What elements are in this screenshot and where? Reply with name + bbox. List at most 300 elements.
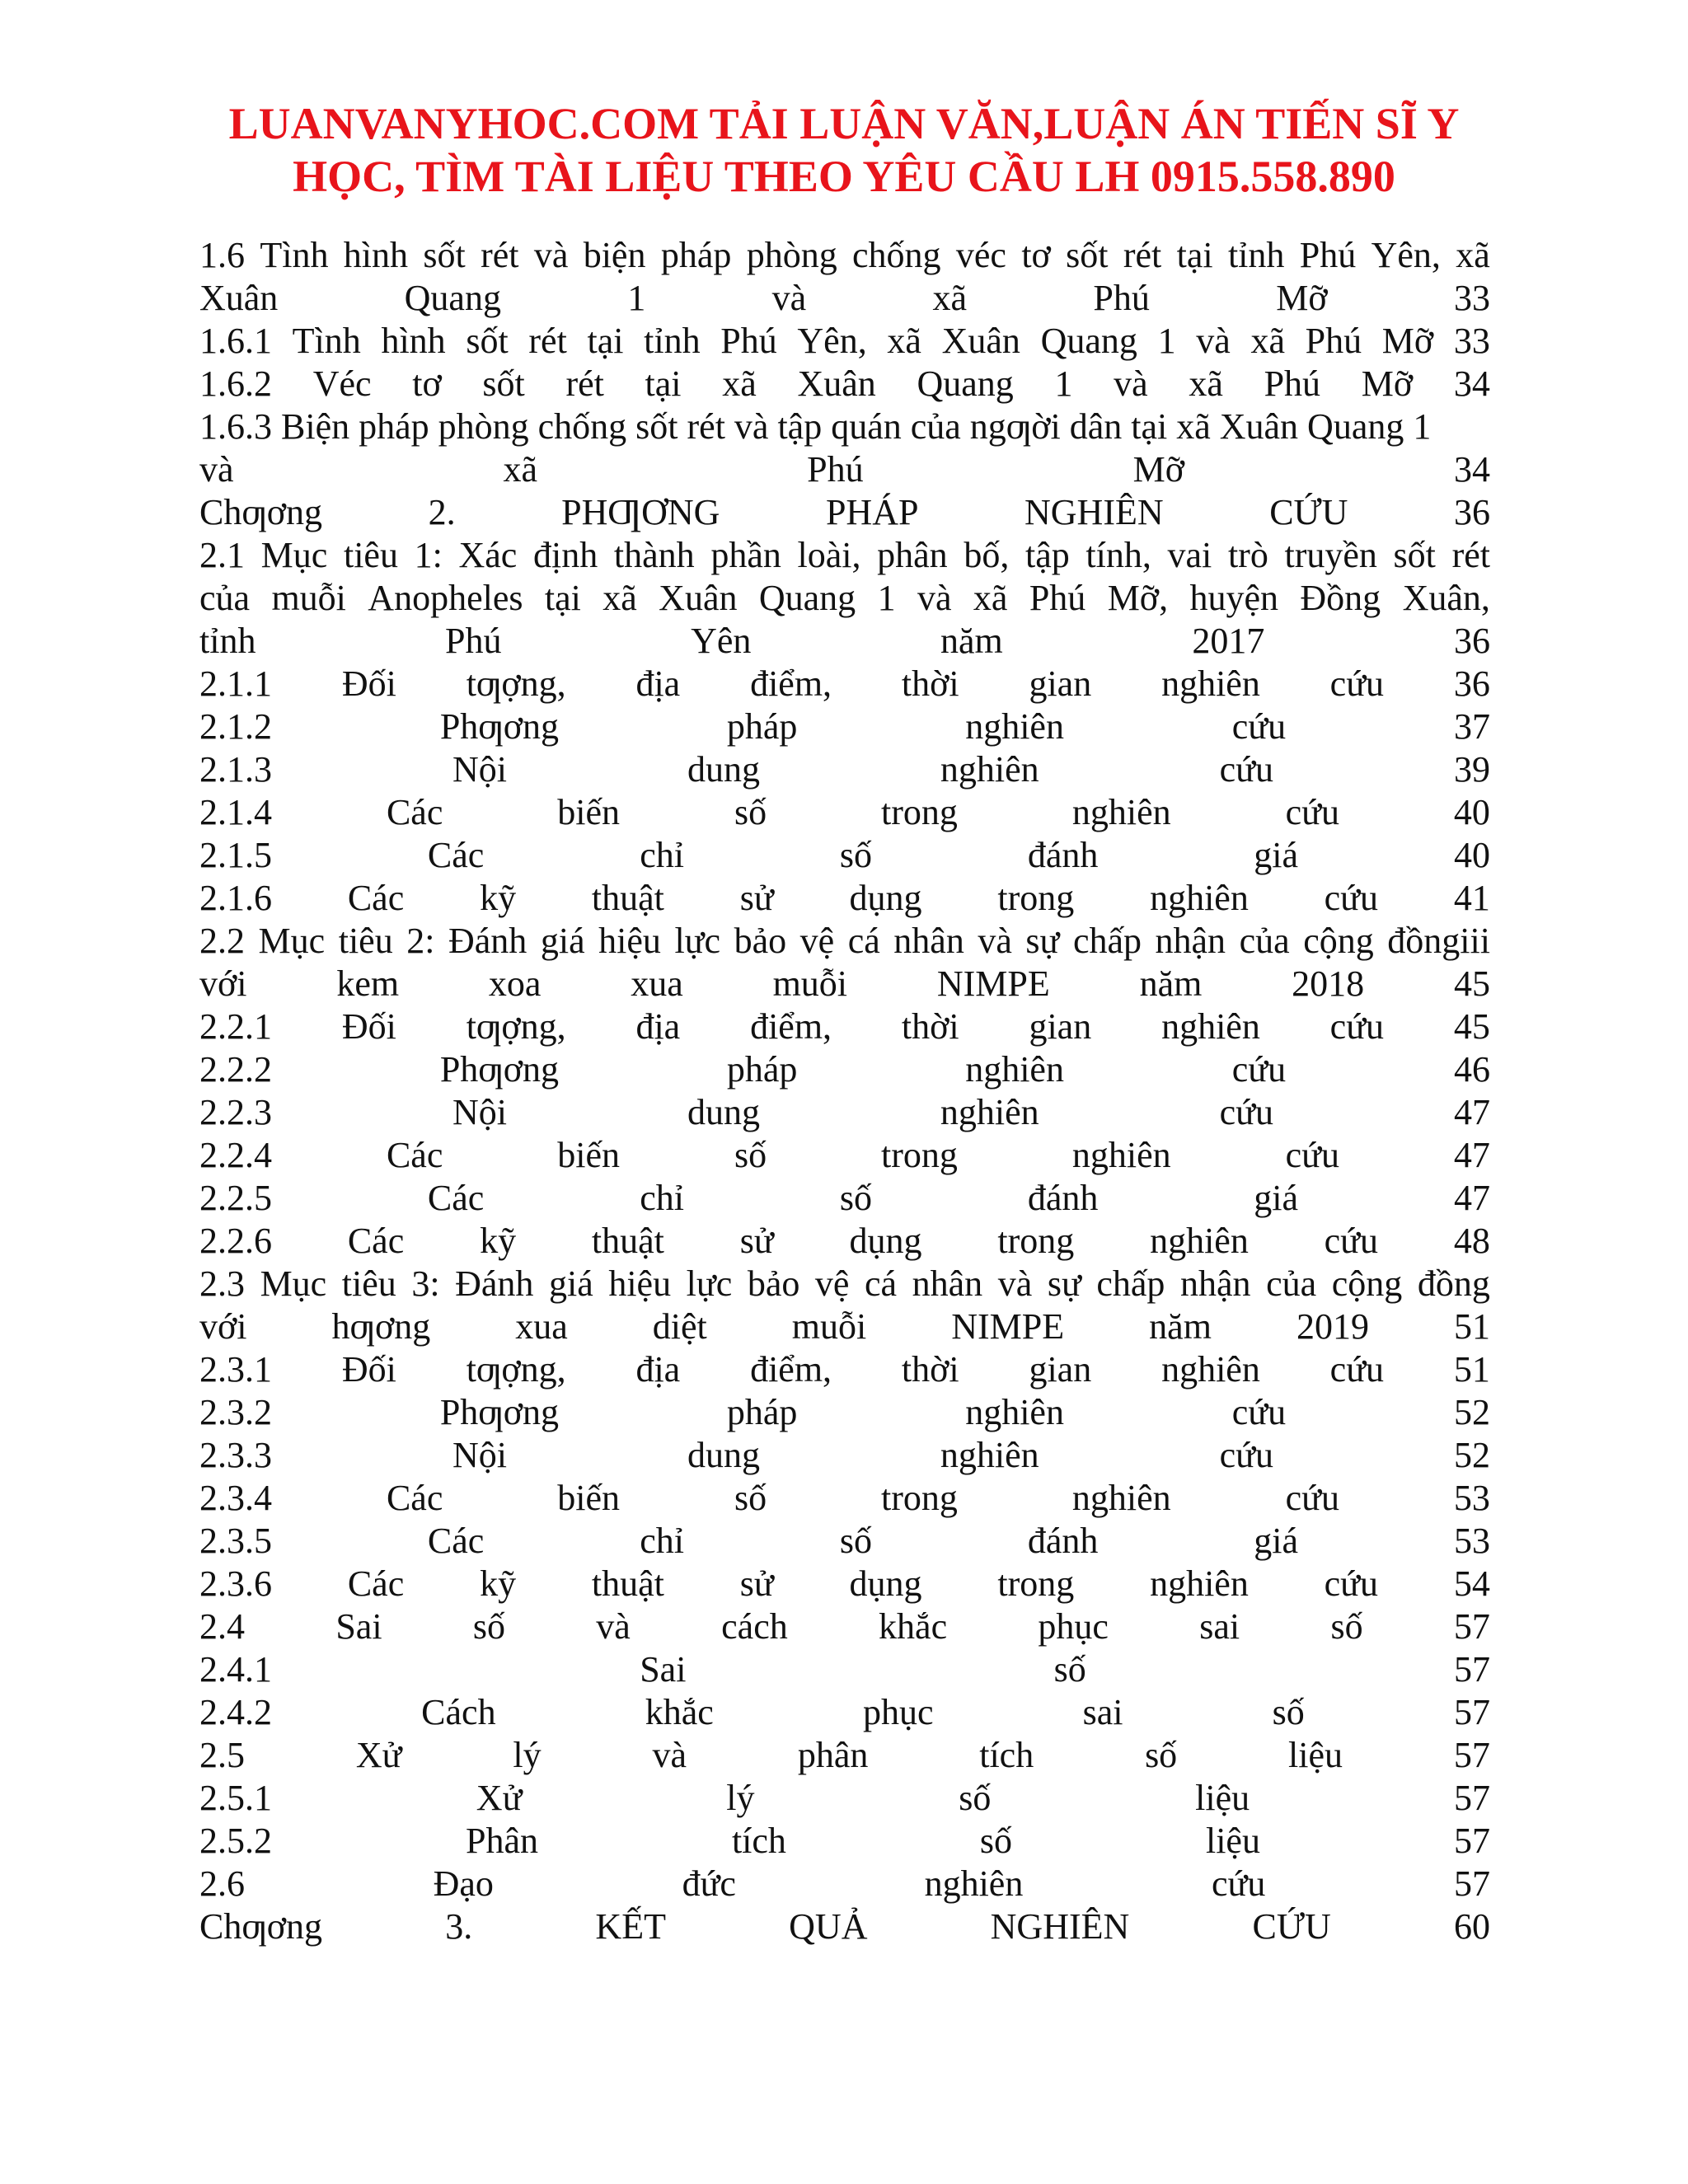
toc-word: Mỡ xyxy=(1132,449,1184,490)
toc-word: Mục xyxy=(260,1263,327,1304)
toc-word: 53 xyxy=(1453,1478,1490,1518)
toc-word: thời xyxy=(901,1006,959,1047)
toc-word: đánh xyxy=(1027,1521,1099,1561)
toc-line xyxy=(199,1005,1490,1048)
toc-word: 2.4.1 xyxy=(199,1649,272,1690)
toc-word: 2.1 xyxy=(199,535,245,575)
toc-word: 2.2.3 xyxy=(199,1092,272,1132)
toc-word: 40 xyxy=(1453,835,1490,875)
toc-word: tiêu xyxy=(341,1263,396,1304)
toc-word: cứu xyxy=(1329,1006,1385,1047)
toc-word: xã xyxy=(887,321,921,361)
toc-word: kỹ xyxy=(480,878,517,918)
toc-word: muỗi xyxy=(791,1306,867,1347)
toc-word: số xyxy=(839,1178,872,1218)
toc-word: 57 xyxy=(1453,1606,1490,1647)
toc-line xyxy=(199,1434,1490,1477)
toc-word: tỉnh xyxy=(199,621,256,661)
toc-word: Tình xyxy=(292,321,361,361)
toc-word: Xuân, xyxy=(1402,578,1490,618)
toc-word: phục xyxy=(862,1692,934,1732)
toc-word: pháp xyxy=(726,706,798,747)
toc-line xyxy=(199,363,1490,405)
toc-line xyxy=(199,1220,1490,1263)
toc-word: nghiên xyxy=(924,1863,1024,1904)
toc-line xyxy=(199,748,1490,791)
toc-word: nghiên xyxy=(965,706,1064,747)
toc-word: 1: xyxy=(414,535,443,575)
toc-word: NGHIÊN xyxy=(1025,492,1164,532)
toc-word: Anopheles xyxy=(368,578,523,618)
toc-word: xoa xyxy=(488,963,542,1004)
toc-word: Phú xyxy=(1093,278,1150,318)
toc-word: tơ xyxy=(1021,235,1051,275)
toc-word: và xyxy=(978,921,1012,961)
toc-word: sốt xyxy=(423,235,466,275)
toc-word: số xyxy=(472,1606,505,1647)
toc-word: 2.5.1 xyxy=(199,1778,272,1818)
toc-line xyxy=(199,1691,1490,1734)
toc-word: số xyxy=(839,1521,872,1561)
toc-line xyxy=(199,963,1490,1005)
toc-word: năm xyxy=(1149,1306,1212,1347)
site-header xyxy=(132,97,1556,203)
toc-word: Tình xyxy=(260,235,329,275)
toc-word: 2.1.3 xyxy=(199,749,272,790)
toc-word: Yên, xyxy=(1371,235,1441,275)
toc-word: lý xyxy=(513,1735,542,1775)
toc-word: cứu xyxy=(1231,1049,1287,1090)
toc-word: 52 xyxy=(1454,1392,1490,1432)
toc-word: nghiên xyxy=(1150,1563,1249,1604)
toc-word: Các xyxy=(386,1135,443,1175)
toc-word: Phú xyxy=(1264,363,1321,404)
toc-word: tích xyxy=(731,1821,786,1861)
toc-word: 33 xyxy=(1453,321,1490,361)
toc-word: liệu xyxy=(1288,1735,1343,1775)
toc-word: và xyxy=(596,1606,631,1647)
toc-word: Phân xyxy=(465,1821,538,1861)
toc-word: và xyxy=(997,1263,1033,1304)
toc-word: Mỡ xyxy=(1276,278,1328,318)
toc-word: dung xyxy=(687,1435,760,1475)
toc-word: nghiên xyxy=(965,1049,1064,1090)
toc-word: định xyxy=(533,535,598,575)
toc-word: giá xyxy=(1254,1178,1299,1218)
toc-word: Các xyxy=(427,1178,485,1218)
toc-word: 2019 xyxy=(1296,1306,1369,1347)
toc-word: số xyxy=(1272,1692,1305,1732)
toc-word: QUẢ xyxy=(789,1906,868,1947)
toc-word: truyền xyxy=(1284,535,1377,575)
toc-word: và xyxy=(917,578,952,618)
toc-word: chấp xyxy=(1096,1263,1165,1304)
toc-word: 34 xyxy=(1453,363,1490,404)
toc-word: 36 xyxy=(1453,663,1490,704)
toc-word: 2.2 xyxy=(199,921,245,961)
toc-line xyxy=(199,1648,1490,1691)
toc-word: 51 xyxy=(1453,1306,1490,1347)
toc-line xyxy=(199,320,1490,363)
toc-word: sốt xyxy=(482,363,525,404)
toc-word: Phú xyxy=(807,449,864,490)
toc-word: tiêu xyxy=(343,535,398,575)
toc-word: Quang xyxy=(758,578,856,618)
toc-word: Phú xyxy=(1299,235,1357,275)
toc-word: muỗi xyxy=(271,578,346,618)
toc-word: với xyxy=(199,963,247,1004)
toc-word: cứu xyxy=(1219,749,1274,790)
toc-word: Quang xyxy=(404,278,501,318)
toc-word: 1.6.1 xyxy=(199,321,272,361)
toc-word: Đánh xyxy=(448,921,528,961)
toc-word: tỉnh xyxy=(1227,235,1285,275)
toc-word: 2.3.1 xyxy=(199,1349,272,1390)
toc-word: Quang xyxy=(917,363,1014,404)
toc-line xyxy=(199,920,1490,963)
toc-word: dung xyxy=(687,1092,760,1132)
toc-word: 52 xyxy=(1454,1435,1490,1475)
toc-word: tại xyxy=(544,578,581,618)
toc-word: 1 xyxy=(1054,363,1073,404)
toc-word: dụng xyxy=(849,1221,922,1261)
toc-word: của xyxy=(1239,921,1290,961)
toc-word: tƣợng, xyxy=(466,1006,566,1047)
toc-word: nhân xyxy=(912,1263,983,1304)
toc-word: cộng xyxy=(1303,921,1374,961)
toc-word: 37 xyxy=(1454,706,1490,747)
toc-word: biến xyxy=(557,1135,621,1175)
toc-line xyxy=(199,1177,1490,1220)
toc-word: 2.2.5 xyxy=(199,1178,272,1218)
toc-word: 48 xyxy=(1453,1221,1490,1261)
toc-word: xua xyxy=(515,1306,568,1347)
toc-word: Sai xyxy=(640,1649,687,1690)
toc-line xyxy=(199,448,1490,491)
toc-word: 57 xyxy=(1453,1692,1490,1732)
toc-word: sai xyxy=(1199,1606,1240,1647)
toc-word: 2.2.4 xyxy=(199,1135,272,1175)
toc-word: cộng xyxy=(1331,1263,1403,1304)
toc-word: diệt xyxy=(652,1306,707,1347)
toc-line xyxy=(199,877,1490,920)
toc-word: cá xyxy=(865,1263,898,1304)
toc-word: thuật xyxy=(591,1563,664,1604)
toc-word: sốt xyxy=(1393,535,1436,575)
toc-word: 57 xyxy=(1453,1821,1490,1861)
toc-word: bố, xyxy=(964,535,1010,575)
toc-word: tại xyxy=(587,321,624,361)
toc-word: liệu xyxy=(1195,1778,1250,1818)
toc-word: số xyxy=(734,1135,767,1175)
toc-word: xã xyxy=(932,278,968,318)
toc-word: chỉ xyxy=(640,835,684,875)
toc-word: 2.1.4 xyxy=(199,792,272,832)
toc-word: 57 xyxy=(1453,1863,1490,1904)
toc-word: 46 xyxy=(1454,1049,1490,1090)
toc-word: tại xyxy=(1176,235,1213,275)
toc-word: 1 xyxy=(627,278,646,318)
toc-word: và xyxy=(652,1735,687,1775)
toc-word: cứu xyxy=(1219,1092,1274,1132)
toc-word: sử xyxy=(739,878,774,918)
toc-word: đánh xyxy=(1027,1178,1099,1218)
toc-word: cứu xyxy=(1219,1435,1274,1475)
toc-word: tiêu xyxy=(338,921,393,961)
toc-line xyxy=(199,1391,1490,1434)
toc-word: NIMPE xyxy=(951,1306,1065,1347)
toc-word: Phú xyxy=(1029,578,1086,618)
toc-word: thuật xyxy=(591,1221,664,1261)
toc-word: xã xyxy=(503,449,538,490)
toc-word: thành xyxy=(613,535,695,575)
toc-line xyxy=(199,834,1490,877)
toc-word: chỉ xyxy=(640,1521,684,1561)
toc-word: 2018 xyxy=(1292,963,1365,1004)
toc-word: đồngiii xyxy=(1387,921,1490,961)
toc-word: 2.6 xyxy=(199,1863,245,1904)
toc-word: CỨU xyxy=(1269,492,1348,532)
toc-word: phục xyxy=(1038,1606,1109,1647)
toc-word: 33 xyxy=(1453,278,1490,318)
toc-word: hiệu xyxy=(598,921,661,961)
toc-word: 1 xyxy=(1157,321,1176,361)
toc-word: và xyxy=(533,235,569,275)
toc-word: hƣơng xyxy=(331,1306,431,1347)
toc-word: phân xyxy=(797,1735,869,1775)
toc-word: và xyxy=(1196,321,1231,361)
toc-word: Đối xyxy=(341,1006,396,1047)
toc-line: 1.6.3 Biện pháp phòng chống sốt rét và tập quán của ngƣời dân tại xã Xuân Quang 1 xyxy=(199,406,1432,447)
toc-word: Đồng xyxy=(1300,578,1381,618)
toc-word: Cách xyxy=(421,1692,496,1732)
toc-word: liệu xyxy=(1205,1821,1260,1861)
toc-word: nghiên xyxy=(1150,878,1249,918)
toc-word: NIMPE xyxy=(936,963,1050,1004)
toc-word: vệ xyxy=(814,1263,850,1304)
toc-word: Các xyxy=(386,1478,443,1518)
toc-word: thời xyxy=(901,1349,959,1390)
toc-word: địa xyxy=(635,1006,681,1047)
toc-line xyxy=(199,791,1490,834)
toc-word: năm xyxy=(940,621,1003,661)
toc-word: lý xyxy=(726,1778,755,1818)
toc-word: Phú xyxy=(1305,321,1362,361)
toc-word: sự xyxy=(1047,1263,1081,1304)
toc-word: Mỡ, xyxy=(1107,578,1169,618)
toc-word: dung xyxy=(687,749,760,790)
toc-word: nghiên xyxy=(1161,1006,1260,1047)
toc-word: số xyxy=(1053,1649,1086,1690)
toc-word: rét xyxy=(528,321,567,361)
toc-word: 2.3.3 xyxy=(199,1435,272,1475)
toc-word: địa xyxy=(635,1349,681,1390)
toc-word: tại xyxy=(645,363,682,404)
toc-word: 2.5.2 xyxy=(199,1821,272,1861)
toc-word: Xử xyxy=(355,1735,402,1775)
toc-word: Mục xyxy=(260,535,328,575)
toc-word: NGHIÊN xyxy=(990,1906,1130,1947)
toc-word: 1 xyxy=(877,578,896,618)
toc-line xyxy=(199,1305,1490,1348)
toc-word: Phƣơng xyxy=(439,706,559,747)
toc-word: 34 xyxy=(1454,449,1490,490)
toc-line xyxy=(199,1734,1490,1777)
toc-word: xua xyxy=(631,963,683,1004)
toc-word: gian xyxy=(1029,1006,1092,1047)
toc-line xyxy=(199,234,1490,277)
toc-word: 45 xyxy=(1453,963,1490,1004)
toc-word: 45 xyxy=(1453,1006,1490,1047)
toc-word: Các xyxy=(427,835,485,875)
toc-word: 3. xyxy=(445,1906,473,1947)
toc-word: vai xyxy=(1167,535,1212,575)
toc-word: giá xyxy=(1254,835,1299,875)
toc-word: huyện xyxy=(1189,578,1278,618)
toc-word: cứu xyxy=(1329,663,1385,704)
toc-word: 51 xyxy=(1453,1349,1490,1390)
toc-word: 54 xyxy=(1453,1563,1490,1604)
toc-word: trò xyxy=(1227,535,1268,575)
toc-word: điểm, xyxy=(750,663,832,704)
toc-word: và xyxy=(199,449,234,490)
header-line-2: HỌC, TÌM TÀI LIỆU THEO YÊU CẦU LH 0915.558.890 xyxy=(293,152,1395,201)
toc-line xyxy=(199,1263,1490,1305)
toc-word: Sai xyxy=(335,1606,382,1647)
toc-word: 2.1.5 xyxy=(199,835,272,875)
toc-word: gian xyxy=(1029,663,1092,704)
toc-word: đánh xyxy=(1027,835,1099,875)
toc-word: Chƣơng xyxy=(199,1906,323,1947)
toc-word: rét xyxy=(1451,535,1490,575)
toc-line xyxy=(199,705,1490,748)
toc-word: nghiên xyxy=(1150,1221,1249,1261)
toc-word: Nội xyxy=(452,1092,507,1132)
toc-word: đức xyxy=(682,1863,736,1904)
toc-line xyxy=(199,277,1490,320)
toc-word: kỹ xyxy=(480,1221,517,1261)
toc-word: cứu xyxy=(1285,792,1339,832)
toc-word: sai xyxy=(1082,1692,1123,1732)
toc-word: 47 xyxy=(1453,1178,1490,1218)
toc-line xyxy=(199,1048,1490,1091)
toc-word: tỉnh xyxy=(644,321,701,361)
toc-word: nghiên xyxy=(940,749,1039,790)
toc-word: trong xyxy=(881,1135,958,1175)
toc-word: 2.3.4 xyxy=(199,1478,272,1518)
toc-word: hình xyxy=(381,321,446,361)
toc-word: KẾT xyxy=(595,1906,666,1947)
toc-word: Yên, xyxy=(797,321,867,361)
toc-word: 41 xyxy=(1453,878,1490,918)
toc-word: loài, xyxy=(797,535,861,575)
toc-line xyxy=(199,1820,1490,1863)
toc-word: thời xyxy=(901,663,959,704)
toc-word: 36 xyxy=(1454,492,1490,532)
toc-word: Mỡ xyxy=(1361,363,1414,404)
toc-word: xã xyxy=(1189,363,1223,404)
toc-word: 57 xyxy=(1453,1649,1490,1690)
toc-word: tính, xyxy=(1085,535,1151,575)
toc-line xyxy=(199,663,1490,705)
toc-word: rét xyxy=(481,235,519,275)
toc-word: trong xyxy=(997,878,1075,918)
toc-word: giá xyxy=(549,1263,593,1304)
toc-word: bảo xyxy=(747,1263,800,1304)
toc-line xyxy=(199,491,1490,534)
toc-word: của xyxy=(199,578,251,618)
toc-word: pháp xyxy=(726,1049,798,1090)
toc-word: nghiên xyxy=(965,1392,1064,1432)
toc-line xyxy=(199,577,1490,620)
toc-word: 2.5 xyxy=(199,1735,245,1775)
toc-word: khắc xyxy=(645,1692,714,1732)
toc-word: khắc xyxy=(879,1606,948,1647)
toc-word: với xyxy=(199,1306,247,1347)
toc-word: Mục xyxy=(258,921,326,961)
toc-line xyxy=(199,620,1490,663)
toc-word: 36 xyxy=(1453,621,1490,661)
toc-word: rét xyxy=(565,363,604,404)
toc-word: Đối xyxy=(341,1349,396,1390)
toc-word: kỹ xyxy=(480,1563,517,1604)
toc-word: Xuân xyxy=(199,278,279,318)
toc-word: cứu xyxy=(1231,1392,1287,1432)
toc-word: Các xyxy=(427,1521,485,1561)
toc-word: Nội xyxy=(452,1435,507,1475)
toc-word: Các xyxy=(347,878,405,918)
toc-word: Xuân xyxy=(797,363,876,404)
toc-word: và xyxy=(771,278,807,318)
toc-word: cứu xyxy=(1324,1563,1379,1604)
toc-word: Các xyxy=(347,1563,405,1604)
toc-line xyxy=(199,534,1490,577)
toc-word: 2017 xyxy=(1192,621,1265,661)
toc-word: Xử xyxy=(476,1778,523,1818)
toc-word: sử xyxy=(739,1563,774,1604)
toc-word: biện xyxy=(583,235,646,275)
toc-word: số xyxy=(839,835,872,875)
toc-line xyxy=(199,1134,1490,1177)
toc-word: cứu xyxy=(1285,1135,1339,1175)
toc-word: muỗi xyxy=(772,963,848,1004)
toc-line xyxy=(199,1520,1490,1563)
toc-word: dụng xyxy=(849,1563,922,1604)
toc-word: trong xyxy=(997,1563,1075,1604)
toc-word: 53 xyxy=(1453,1521,1490,1561)
header-line-1: LUANVANYHOC.COM TẢI LUẬN VĂN,LUẬN ÁN TIẾN SĨ Y xyxy=(228,99,1460,148)
toc-word: Đối xyxy=(341,663,396,704)
toc-word: PHÁP xyxy=(825,492,919,532)
toc-word: 57 xyxy=(1453,1778,1490,1818)
toc-word: trong xyxy=(881,792,958,832)
toc-word: 1.6.2 xyxy=(199,363,272,404)
toc-word: phân xyxy=(877,535,948,575)
toc-word: cứu xyxy=(1324,878,1379,918)
toc-word: hiệu xyxy=(608,1263,672,1304)
toc-word: Chƣơng xyxy=(199,492,323,532)
toc-word: cứu xyxy=(1211,1863,1266,1904)
toc-word: 2.4 xyxy=(199,1606,245,1647)
toc-word: vệ xyxy=(799,921,835,961)
toc-line xyxy=(199,1777,1490,1820)
toc-line xyxy=(199,1863,1490,1905)
table-of-contents xyxy=(199,234,1490,1948)
toc-word: số xyxy=(979,1821,1013,1861)
toc-word: kem xyxy=(336,963,400,1004)
toc-word: 3: xyxy=(411,1263,440,1304)
toc-word: chống xyxy=(852,235,941,275)
